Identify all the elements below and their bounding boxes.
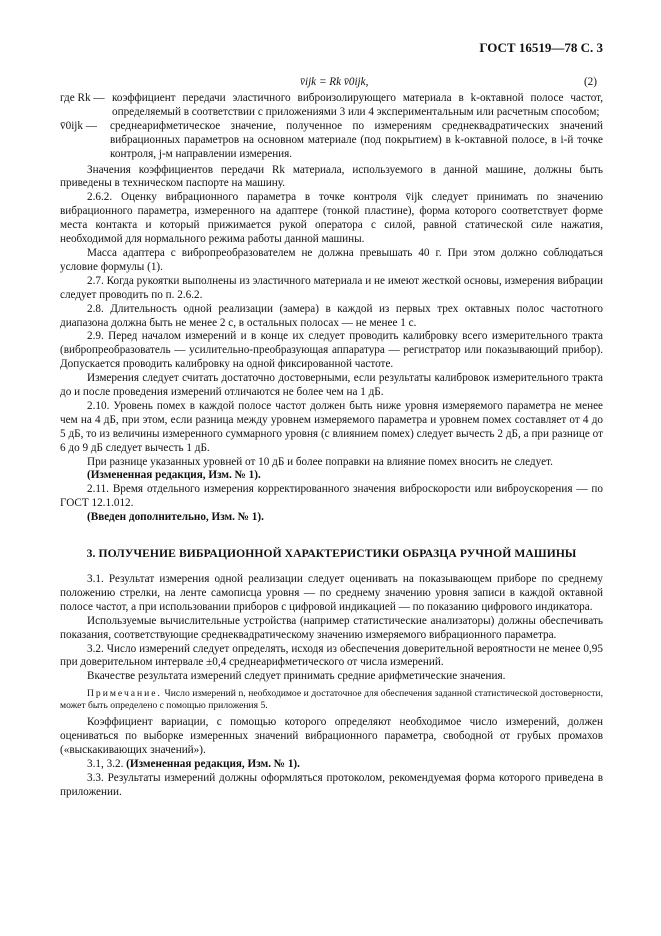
paragraph-3-1: 3.1. Результат измерения одной реализации следует оценивать на показывающем приборе по среднему положению стрелки, на ленте самописца уровня — по среднему значению уровня записи в каждой октавной полосе частот, а при использовании приборов с цифровой индикацией — по показанию цифрового индикатора. — [60, 573, 603, 613]
amendment-line — [60, 758, 603, 772]
paragraph-2-8: 2.8. Длительность одной реализации (замера) в каждой из первых трех октавных полос частотного диапазона должна быть не менее 2 с, в остальных полосах — не менее 1 с. — [60, 302, 603, 329]
amendment-note: (Измененная редакция, Изм. № 1). — [126, 757, 300, 770]
amendment-note: (Измененная редакция, Изм. № 1). — [87, 469, 261, 482]
paragraph: Значения коэффициентов передачи Rk материала, используемого в данной машине, должны быть приведены в техническом паспорте на машину. — [60, 163, 603, 190]
definition-label: где Rk — — [60, 92, 105, 104]
paragraph-3-3: 3.3. Результаты измерений должны оформляться протоколом, рекомендуемая форма которого приведена в приложении. — [60, 771, 603, 798]
paragraph: Измерения следует считать достаточно достоверными, если результаты калибровок измерительного тракта до и после проведения измерений отличаются не более чем на 1 дБ. — [60, 372, 603, 399]
formula-2 — [60, 76, 603, 92]
definition-text: среднеарифметическое значение, полученное по измерениям среднеквадратических значений вибрационных параметров на основном материале (под покрытием) в k-октавной полосе, в i-й точке контроля, j-м направлении измерения. — [110, 119, 603, 160]
definition-rk — [60, 92, 603, 120]
paragraph: При разнице указанных уровней от 10 дБ и более поправки на влияние помех вносить не следует. — [87, 455, 553, 468]
paragraph: Масса адаптера с вибропреобразователем не должна превышать 40 г. При этом должно соблюдаться условие формулы (1). — [60, 246, 603, 273]
note — [60, 688, 603, 712]
paragraph: Коэффициент вариации, с помощью которого определяют необходимое число измерений, должен оцениваться по выборке измеренных значений вибрационного параметра, свободной от грубых промахов («выскакивающих значений»). — [60, 716, 603, 757]
paragraph-2-11: 2.11. Время отдельного измерения корректированного значения виброскорости или виброускорения — по ГОСТ 12.1.012. — [60, 483, 603, 510]
paragraph: Используемые вычислительные устройства (например статистические анализаторы) должны обеспечивать показания, соответствующие среднеквадратическому значению измеряемого вибрационного параметра. — [60, 614, 603, 641]
section-title: 3. ПОЛУЧЕНИЕ ВИБРАЦИОННОЙ ХАРАКТЕРИСТИКИ ОБРАЗЦА РУЧНОЙ МАШИНЫ — [86, 547, 577, 561]
definition-v0ijk — [60, 120, 603, 162]
page-content — [60, 70, 603, 800]
paragraph-2-6-2: 2.6.2. Оценку вибрационного параметра в точке контроля v̄ijk следует принимать по значению вибрационного параметра, измеренного на адаптере (тонкой пластине), форма которого соответствует форме места контакта и который прижимается рукой оператора с силой, равной статической силе нажатия, необходимой для нормального режима работы данной машины. — [60, 191, 603, 246]
definition-text: коэффициент передачи эластичного виброизолирующего материала в k-октавной полосе частот, определяемый в соответствии с приложениями 3 или 4 экспериментальным или расчетным способом; — [112, 92, 603, 118]
note-label: Примечание. — [87, 688, 162, 700]
paragraph-3-2: 3.2. Число измерений следует определять, исходя из обеспечения доверительной вероятности не менее 0,95 при доверительном интервале ±0,4 среднеарифметического от числа измерений. — [60, 642, 603, 669]
note-text: Число измерений n, необходимое и достаточное для обеспечения заданной статистической достоверности, может быть определено с помощью приложения 5. — [60, 688, 603, 712]
definition-label: v̄0ijk — — [60, 119, 97, 132]
paragraph-2-7: 2.7. Когда рукоятки выполнены из эластичного материала и не имеют жесткой основы, измерения вибрации следует проводить по п. 2.6.2. — [60, 274, 603, 301]
amendment-note: (Введен дополнительно, Изм. № 1). — [87, 511, 264, 524]
page-header: ГОСТ 16519—78 С. 3 — [479, 40, 603, 55]
paragraph: Вкачестве результата измерений следует принимать средние арифметические значения. — [87, 670, 506, 683]
paragraph-2-9: 2.9. Перед началом измерений и в конце их следует проводить калибровку всего измерительного тракта (вибропреобразователь — усилительно-преобразующая аппаратура — регистратор или показывающий прибор). Допускается проводить калибровку на одной фиксированной частоте. — [60, 330, 603, 371]
formula-number: (2) — [583, 76, 597, 88]
formula-text: v̄ijk = Rk v̄0ijk, — [300, 76, 369, 88]
amendment-prefix: 3.1, 3.2. — [87, 757, 124, 770]
paragraph-2-10: 2.10. Уровень помех в каждой полосе частот должен быть ниже уровня измеряемого параметра не менее чем на 4 дБ, при этом, если разница между уровнем измеряемого параметра и уровнем помех составляет от 4 до 5 дБ, то из величины измеренного суммарного уровня (с влиянием помех) следует вычесть 2 дБ, а при разнице от 6 до 9 дБ следует вычесть 1 дБ. — [60, 399, 603, 454]
